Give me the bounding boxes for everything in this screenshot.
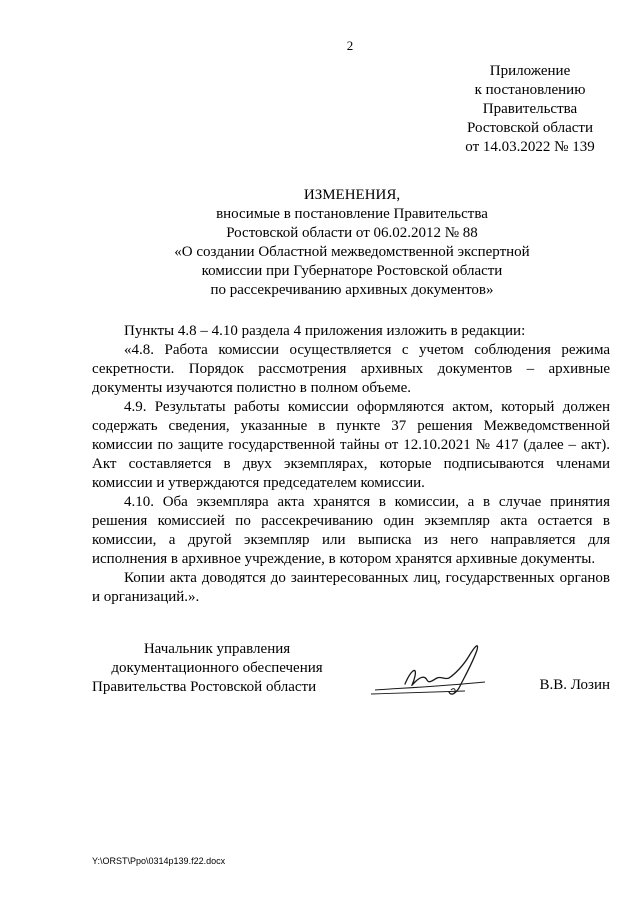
position-line: Правительства Ростовской области xyxy=(92,679,317,695)
appendix-line: Ростовской области xyxy=(467,120,593,136)
file-path: Y:\ORST\Ppo\0314p139.f22.docx xyxy=(92,856,226,866)
body-paragraph: 4.10. Оба экземпляра акта хранятся в комиссии, а в случае принятия решения комиссией по рассекречиванию один экземпляр акта остается в комиссии, а другой экземпляр или выписка из него направляется для исполнения в архивное учреждение, в котором хранятся архивные документы. xyxy=(92,494,610,567)
heading-line: комиссии при Губернаторе Ростовской области xyxy=(201,263,503,279)
position-line: документационного обеспечения xyxy=(111,660,323,676)
appendix-line: Правительства xyxy=(482,101,578,117)
heading-title: ИЗМЕНЕНИЯ, xyxy=(303,187,401,203)
appendix-line: от 14.03.2022 № 139 xyxy=(465,139,595,155)
signatory-name: В.В. Лозин xyxy=(539,677,610,693)
heading-line: по рассекречиванию архивных документов» xyxy=(210,282,494,298)
appendix-block xyxy=(430,62,630,157)
body-paragraph: Копии акта доводятся до заинтересованных лиц, государственных органов и организаций.». xyxy=(92,570,610,605)
heading-line: Ростовской области от 06.02.2012 № 88 xyxy=(226,225,478,241)
appendix-line: Приложение xyxy=(489,63,571,79)
handwritten-signature xyxy=(365,636,500,706)
position-line: Начальник управления xyxy=(143,641,291,657)
document-heading xyxy=(150,186,554,300)
heading-line: «О создании Областной межведомственной экспертной xyxy=(174,244,530,260)
heading-line: вносимые в постановление Правительства xyxy=(216,206,488,222)
signatory-position xyxy=(92,640,342,697)
document-body xyxy=(92,322,610,607)
body-paragraph: 4.9. Результаты работы комиссии оформляются актом, который должен содержать сведения, указанные в пункте 37 решения Межведомственной комиссии по защите государственной тайны от 12.10.2021 № 417 (далее – акт). Акт составляется в двух экземплярах, которые подписываются членами комиссии и утверждаются председателем комиссии. xyxy=(92,399,610,491)
appendix-line: к постановлению xyxy=(474,82,586,98)
page-number: 2 xyxy=(346,38,354,53)
body-paragraph: Пункты 4.8 – 4.10 раздела 4 приложения изложить в редакции: xyxy=(124,323,526,339)
body-paragraph: «4.8. Работа комиссии осуществляется с учетом соблюдения режима секретности. Порядок рассмотрения архивных документов – архивные документы изучаются полистно в полном объеме. xyxy=(92,342,610,396)
